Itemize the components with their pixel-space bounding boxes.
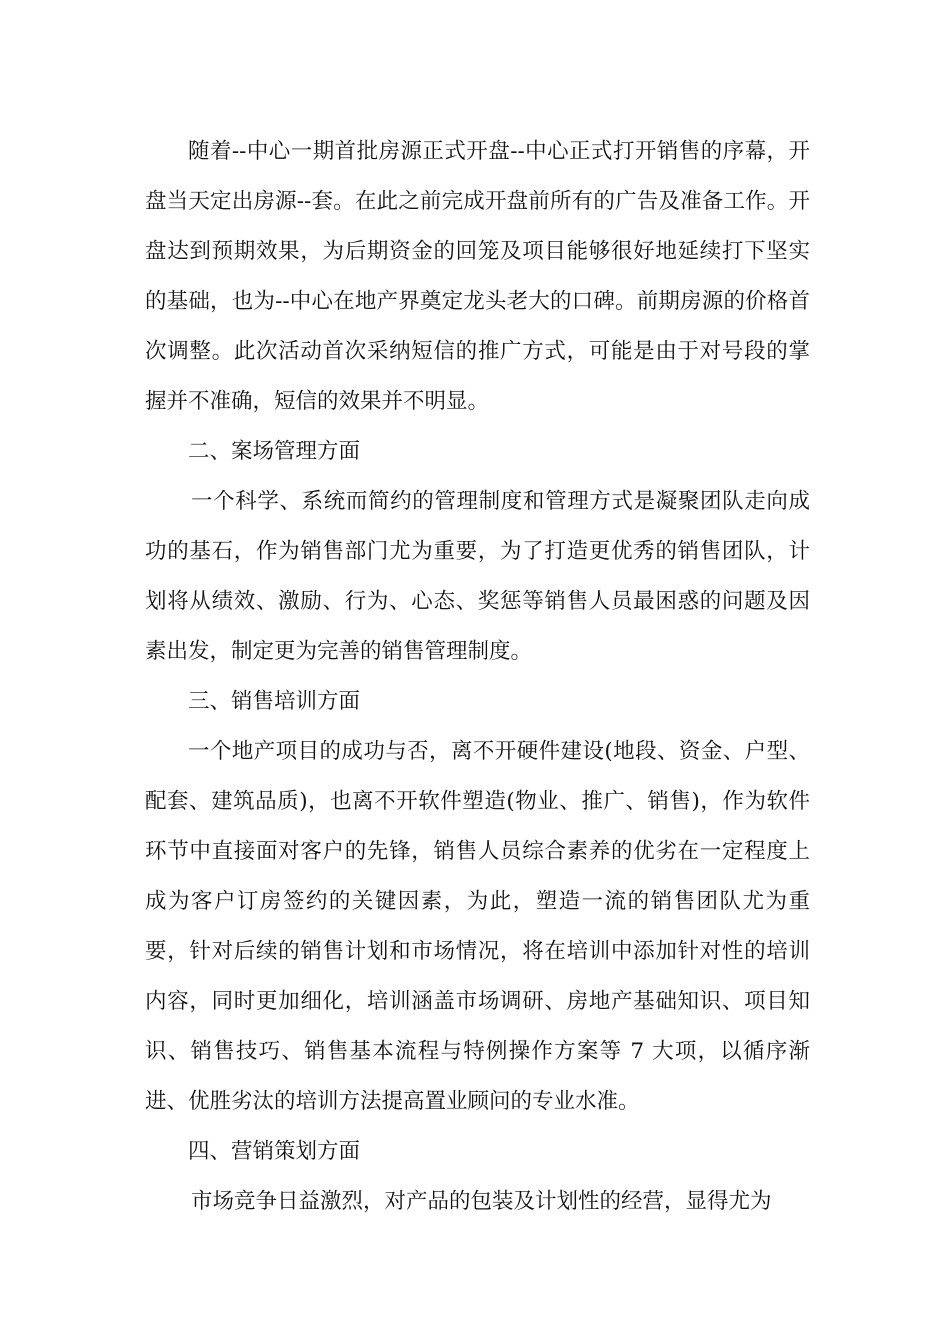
section-heading-marketing-planning: 四、营销策划方面 <box>188 1139 361 1164</box>
paragraph-marketing-planning: 市场竞争日益激烈，对产品的包装及计划性的经营，显得尤为 <box>191 1189 772 1214</box>
paragraph-opening-summary: 随着--中心一期首批房源正式开盘--中心正式打开销售的序幕，开盘当天定出房源--套。在此之前完成开盘前所有的广告及准备工作。开盘达到预期效果，为后期资金的回笼及项目能够很好地延续打下坚实的基础，也为--中心在地产界奠定龙头老大的口碑。前期房源的价格首次调整。此次活动首次采纳短信的推广方式，可能是由于对号段的掌握并不准确，短信的效果并不明显。 <box>145 139 810 414</box>
document-body <box>145 127 810 1227</box>
paragraph-sales-training: 一个地产项目的成功与否，离不开硬件建设(地段、资金、户型、配套、建筑品质)，也离不开软件塑造(物业、推广、销售)，作为软件环节中直接面对客户的先锋，销售人员综合素养的优劣在一定程度上成为客户订房签约的关键因素，为此，塑造一流的销售团队尤为重要，针对后续的销售计划和市场情况，将在培训中添加针对性的培训内容，同时更加细化，培训涵盖市场调研、房地产基础知识、项目知识、销售技巧、销售基本流程与特例操作方案等 7 大项，以循序渐进、优胜劣汰的培训方法提高置业顾问的专业水准。 <box>145 739 810 1114</box>
section-heading-site-management: 二、案场管理方面 <box>188 439 361 464</box>
paragraph-site-management: 一个科学、系统而简约的管理制度和管理方式是凝聚团队走向成功的基石，作为销售部门尤为重要，为了打造更优秀的销售团队，计划将从绩效、激励、行为、心态、奖惩等销售人员最困惑的问题及因素出发，制定更为完善的销售管理制度。 <box>145 489 810 664</box>
section-heading-sales-training: 三、销售培训方面 <box>188 689 361 714</box>
